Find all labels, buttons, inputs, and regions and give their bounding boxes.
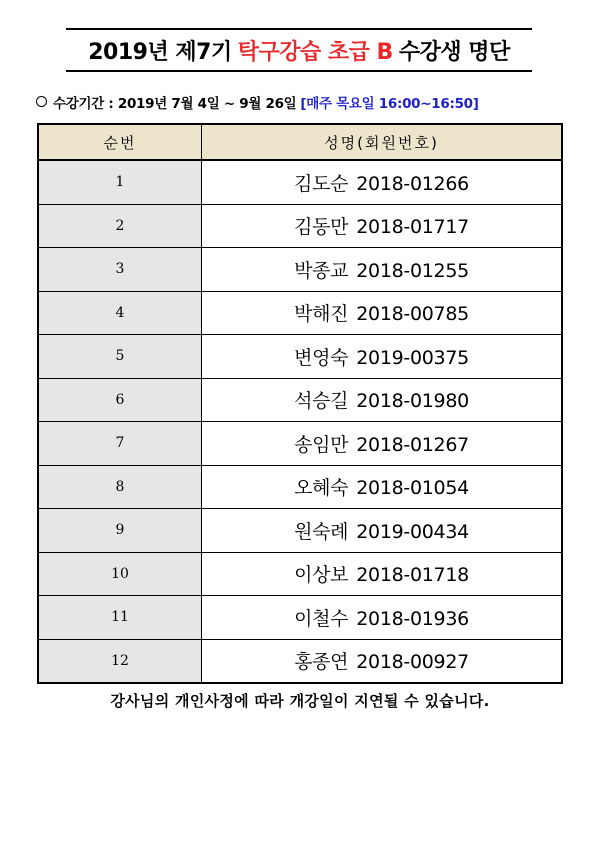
member-name: 박해진 [294, 303, 349, 326]
member-name: 이상보 [294, 564, 349, 587]
member-cell [202, 335, 563, 379]
row-number: 3 [38, 248, 202, 292]
row-number: 8 [38, 465, 202, 509]
member-id: 2018-01255 [356, 259, 469, 282]
member-cell [202, 509, 563, 553]
table-row [38, 422, 562, 466]
table-row [38, 596, 562, 640]
title-term: 2019년 제7기 [88, 39, 232, 65]
table-row [38, 248, 562, 292]
row-number: 1 [38, 160, 202, 204]
member-cell [202, 552, 563, 596]
title-roster: 수강생 명단 [398, 39, 510, 65]
member-cell [202, 291, 563, 335]
notice-text: 강사님의 개인사정에 따라 개강일이 지연될 수 있습니다. [110, 692, 490, 710]
table-row [38, 291, 562, 335]
member-name: 김도순 [294, 172, 349, 195]
member-id: 2018-01266 [356, 172, 469, 195]
member-id: 2018-01936 [356, 607, 469, 630]
member-cell [202, 465, 563, 509]
row-number: 10 [38, 552, 202, 596]
member-name: 홍종연 [294, 651, 349, 674]
member-cell [202, 204, 563, 248]
member-name: 원숙례 [294, 520, 349, 543]
table-row [38, 639, 562, 683]
member-name: 김동만 [294, 216, 349, 239]
row-number: 9 [38, 509, 202, 553]
row-number: 7 [38, 422, 202, 466]
member-name: 박종교 [294, 259, 349, 282]
member-id: 2018-01718 [356, 564, 469, 587]
row-number: 5 [38, 335, 202, 379]
row-number: 11 [38, 596, 202, 640]
member-name: 오혜숙 [294, 477, 349, 500]
member-id: 2018-00927 [356, 651, 469, 674]
table-row [38, 335, 562, 379]
table-row [38, 509, 562, 553]
member-name: 변영숙 [294, 346, 349, 369]
row-number: 12 [38, 639, 202, 683]
schedule-label: [매주 목요일 16:00~16:50] [300, 96, 479, 112]
member-cell [202, 422, 563, 466]
member-name: 석승길 [294, 390, 349, 413]
row-number: 2 [38, 204, 202, 248]
roster-table [37, 123, 563, 684]
member-id: 2018-01717 [356, 216, 469, 239]
table-row [38, 160, 562, 204]
course-period [36, 92, 479, 112]
member-cell [202, 248, 563, 292]
title-course: 탁구강습 초급 B [237, 39, 393, 65]
member-id: 2018-01267 [356, 433, 469, 456]
member-id: 2019-00375 [356, 346, 469, 369]
member-cell [202, 639, 563, 683]
member-cell [202, 160, 563, 204]
table-row [38, 378, 562, 422]
table-row [38, 465, 562, 509]
table-header-row [38, 124, 562, 160]
roster-body [38, 160, 562, 683]
row-number: 4 [38, 291, 202, 335]
period-label: 수강기간 : 2019년 7월 4일 ~ 9월 26일 [53, 96, 297, 112]
member-name: 송임만 [294, 433, 349, 456]
member-id: 2018-01980 [356, 390, 469, 413]
circle-bullet-icon [36, 96, 47, 107]
header-name: 성명(회원번호) [202, 124, 563, 160]
table-row [38, 552, 562, 596]
row-number: 6 [38, 378, 202, 422]
member-id: 2018-01054 [356, 477, 469, 500]
member-cell [202, 378, 563, 422]
member-id: 2019-00434 [356, 520, 469, 543]
header-num: 순번 [38, 124, 202, 160]
member-name: 이철수 [294, 607, 349, 630]
page-title [66, 28, 532, 72]
member-cell [202, 596, 563, 640]
member-id: 2018-00785 [356, 303, 469, 326]
table-row [38, 204, 562, 248]
